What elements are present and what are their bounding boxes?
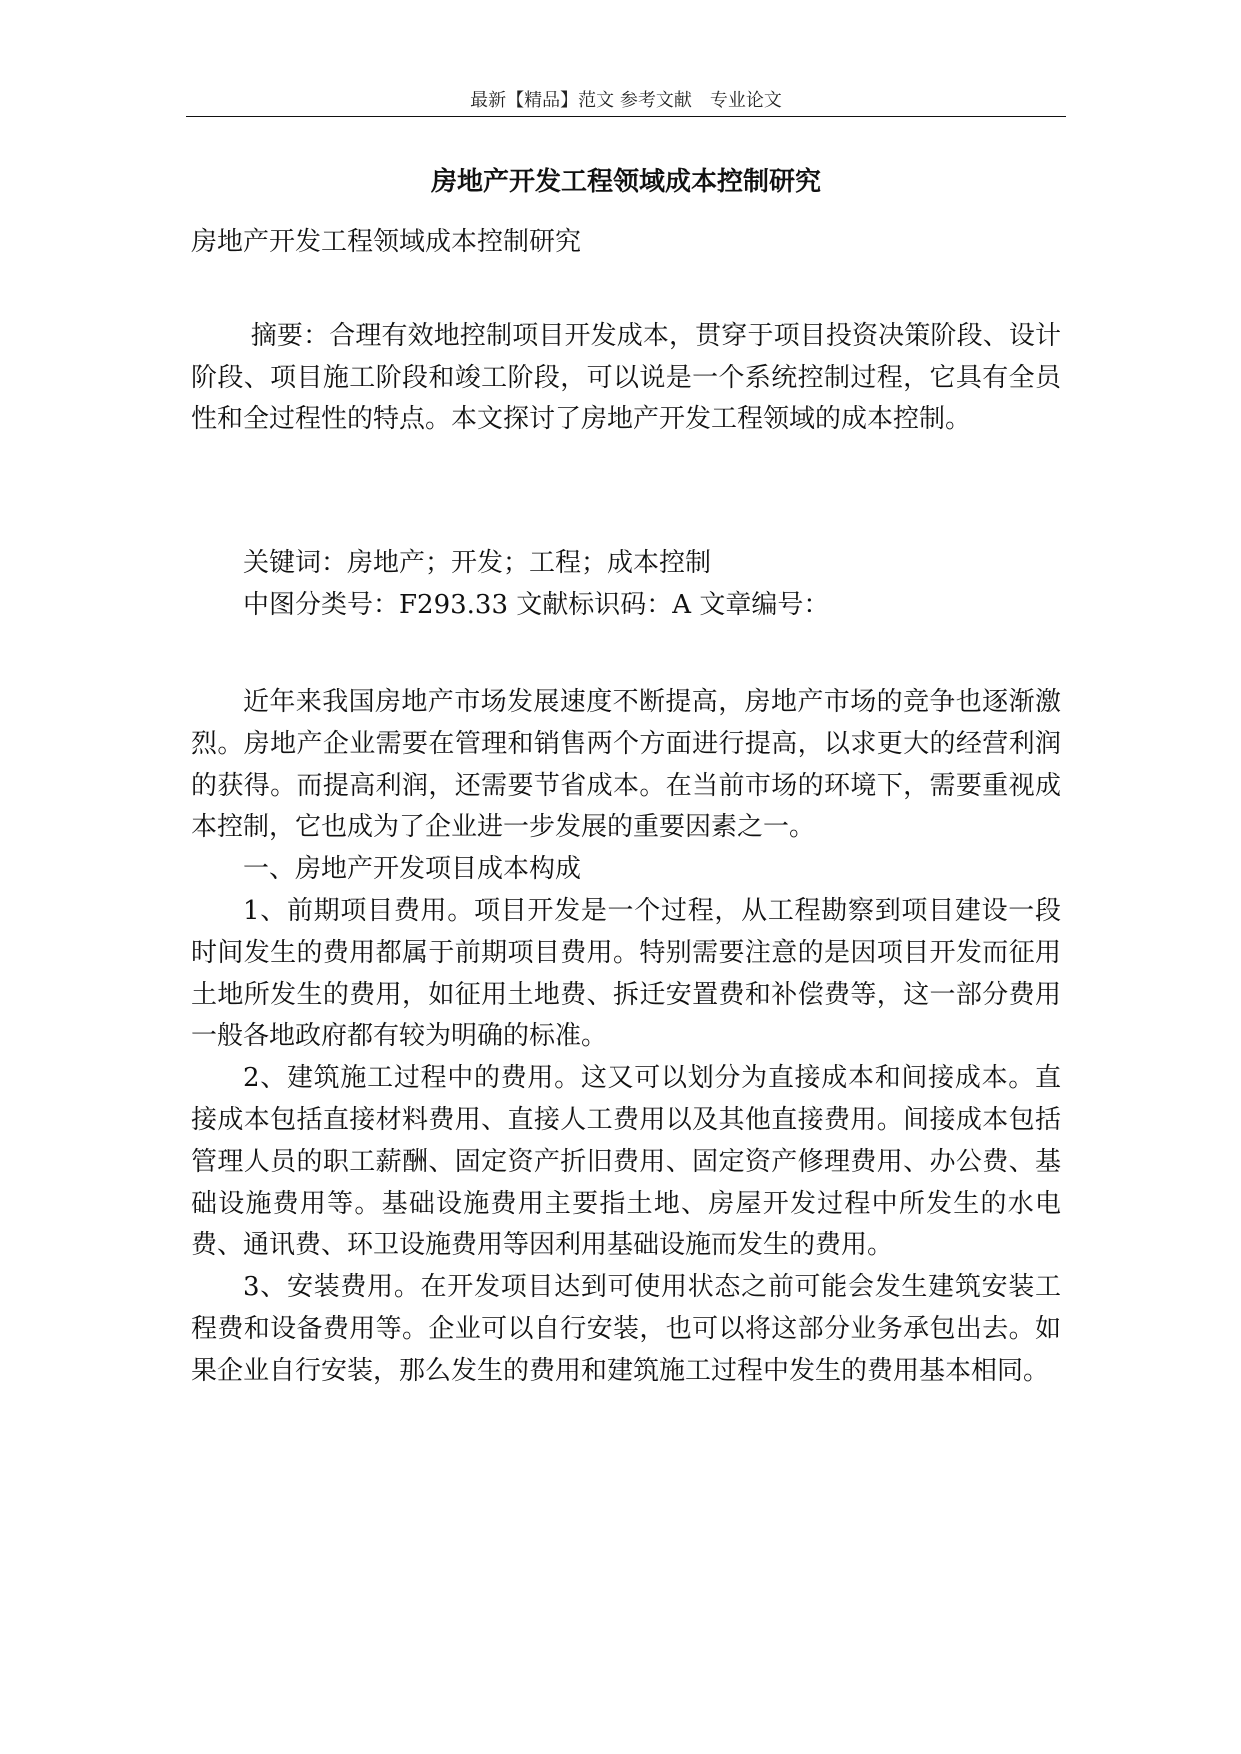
document-title: 房地产开发工程领域成本控制研究 — [430, 167, 821, 197]
abstract-paragraph: 摘要：合理有效地控制项目开发成本，贯穿于项目投资决策阶段、设计阶段、项目施工阶段和竣工阶段，可以说是一个系统控制过程，它具有全员性和全过程性的特点。本文探讨了房地产开发工程领域的成本控制。 — [191, 321, 1061, 434]
keywords-line: 关键词：房地产；开发；工程；成本控制 — [243, 548, 712, 578]
header-divider — [186, 116, 1066, 117]
intro-paragraph: 近年来我国房地产市场发展速度不断提高，房地产市场的竞争也逐渐激烈。房地产企业需要在管理和销售两个方面进行提高，以求更大的经营利润的获得。而提高利润，还需要节省成本。在当前市场的环境下，需要重视成本控制，它也成为了企业进一步发展的重要因素之一。 — [191, 687, 1061, 843]
page-header: 最新【精品】范文 参考文献 专业论文 — [470, 90, 782, 111]
main-body — [191, 682, 1061, 1393]
body-paragraph: 1、前期项目费用。项目开发是一个过程，从工程勘察到项目建设一段时间发生的费用都属于前期项目费用。特别需要注意的是因项目开发而征用土地所发生的费用，如征用土地费、拆迁安置费和补偿费等，这一部分费用一般各地政府都有较为明确的标准。 — [191, 895, 1061, 1052]
abstract-section — [191, 316, 1061, 441]
body-paragraph: 2、建筑施工过程中的费用。这又可以划分为直接成本和间接成本。直接成本包括直接材料费用、直接人工费用以及其他直接费用。间接成本包括管理人员的职工薪酬、固定资产折旧费用、固定资产修理费用、办公费、基础设施费用等。基础设施费用主要指土地、房屋开发过程中所发生的水电费、通讯费、环卫设施费用等因利用基础设施而发生的费用。 — [191, 1063, 1061, 1261]
body-paragraph: 3、安装费用。在开发项目达到可使用状态之前可能会发生建筑安装工程费和设备费用等。企业可以自行安装，也可以将这部分业务承包出去。如果企业自行安装，那么发生的费用和建筑施工过程中发生的费用基本相同。 — [191, 1272, 1061, 1386]
section-heading: 一、房地产开发项目成本构成 — [243, 854, 582, 885]
keywords-section — [191, 543, 1061, 626]
classification-line: 中图分类号：F293.33 文献标识码：A 文章编号： — [243, 589, 830, 620]
document-subtitle: 房地产开发工程领域成本控制研究 — [191, 227, 582, 257]
